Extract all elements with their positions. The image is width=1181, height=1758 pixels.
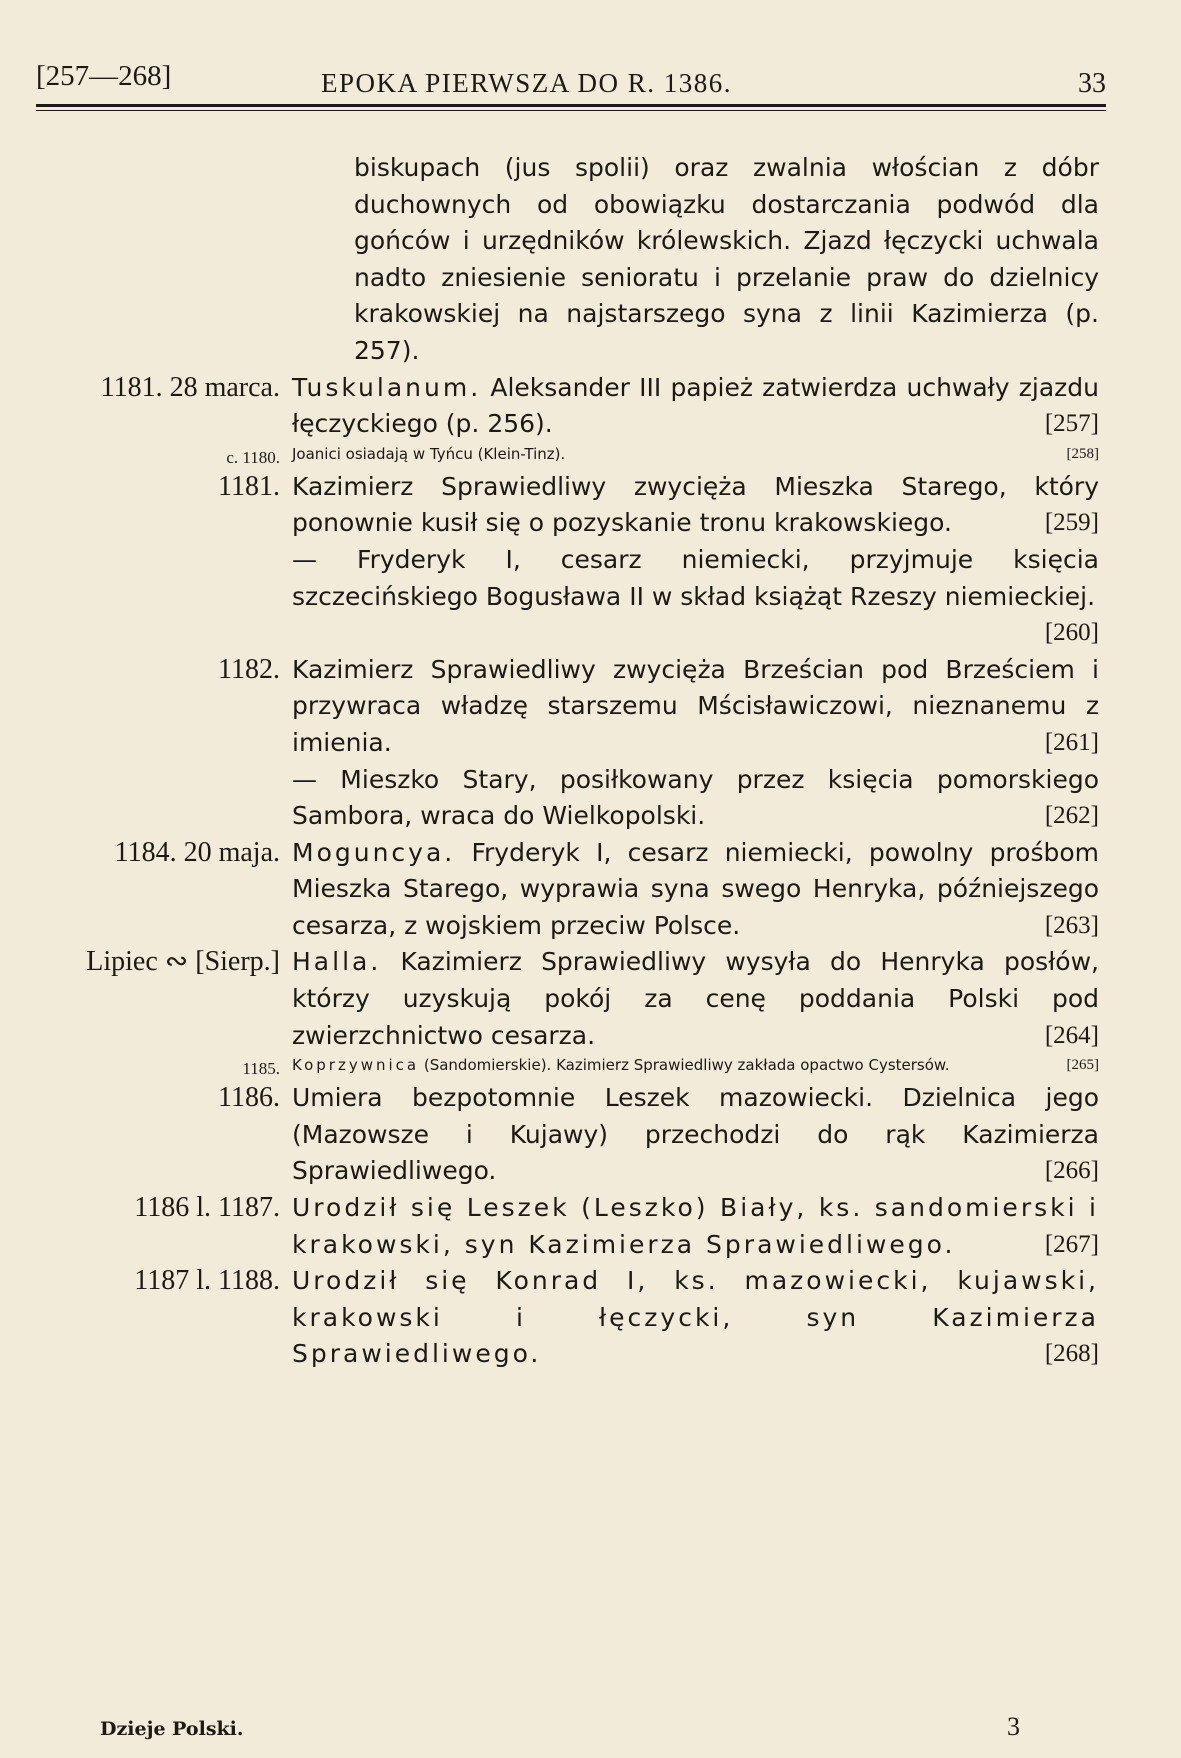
entry-date: 1185. bbox=[242, 1059, 280, 1079]
place-name: Halla. bbox=[292, 947, 382, 977]
entry-264 bbox=[14, 944, 1099, 1054]
entry-number: [260] bbox=[1044, 619, 1099, 647]
entry-261 bbox=[14, 652, 1099, 762]
entry-date: 1181. bbox=[218, 470, 280, 502]
entry-text: — Mieszko Stary, posiłkowany przez księcia pomorskiego Sambora, wraca do Wielkopolski. [262] bbox=[292, 762, 1099, 835]
entry-259 bbox=[14, 469, 1099, 542]
header-rule-thin bbox=[36, 110, 1106, 111]
entry-number: [265] bbox=[1066, 1057, 1099, 1074]
entry-number: [262] bbox=[1044, 802, 1099, 830]
entry-number: [258] bbox=[1066, 445, 1099, 462]
entry-263 bbox=[14, 835, 1099, 945]
place-name: Koprzywnica bbox=[292, 1056, 420, 1075]
entry-date: 1186 l. 1187. bbox=[134, 1192, 280, 1224]
running-header bbox=[36, 60, 1106, 104]
birth-announcement: Urodził się Konrad I, bbox=[292, 1266, 649, 1296]
entry-number: [267] bbox=[1044, 1230, 1099, 1258]
entry-text: — Fryderyk I, cesarz niemiecki, przyjmuje księcia szczecińskiego Bogusława II w skład książąt Rzeszy niemieckiej. [260] bbox=[292, 542, 1099, 652]
place-name: Tuskulanum. bbox=[292, 372, 482, 402]
entry-date bbox=[14, 762, 292, 835]
entry-number: [259] bbox=[1044, 509, 1099, 537]
entry-265 bbox=[14, 1054, 1099, 1080]
entry-262 bbox=[14, 762, 1099, 835]
page-footer bbox=[100, 1712, 1020, 1748]
header-title: EPOKA PIERWSZA DO R. 1386. bbox=[321, 68, 733, 98]
entry-260 bbox=[14, 542, 1099, 652]
header-rule bbox=[36, 104, 1106, 107]
chronology-list bbox=[14, 150, 1099, 1373]
sheet-number: 3 bbox=[1007, 1712, 1020, 1741]
entry-date: 1181. 28 marca. bbox=[100, 371, 280, 403]
entry-text: Urodził się Leszek (Leszko) Biały, ks. sandomierski i krakowski, syn Kazimierza Sprawiedliwego. [267] bbox=[292, 1190, 1099, 1263]
entry-text: Halla. Kazimierz Sprawiedliwy wysyła do Henryka posłów, którzy uzyskują pokój za cenę poddania Polski pod zwierzchnictwo cesarza. [264] bbox=[292, 944, 1099, 1054]
header-range: [257—268] bbox=[36, 60, 172, 92]
page-number: 33 bbox=[1078, 68, 1106, 99]
entry-text: Kazimierz Sprawiedliwy zwycięża Brześcian pod Brześciem i przywraca władzę starszemu Mścisławiczowi, nieznanemu z imienia. [261] bbox=[292, 652, 1099, 762]
entry-257 bbox=[14, 370, 1099, 443]
entry-date: Lipiec ∾ [Sierp.] bbox=[86, 946, 280, 978]
book-signature: Dzieje Polski. bbox=[100, 1718, 244, 1740]
entry-number: [263] bbox=[1044, 911, 1099, 939]
entry-text: Koprzywnica (Sandomierskie). Kazimierz Sprawiedliwy zakłada opactwo Cystersów. [265] bbox=[292, 1056, 1099, 1075]
entry-date: 1182. bbox=[218, 653, 280, 685]
entry-267 bbox=[14, 1190, 1099, 1263]
entry-text: Urodził się Konrad I, ks. mazowiecki, kujawski, krakowski i łęczycki, syn Kazimierza Sprawiedliwego. [268] bbox=[292, 1263, 1099, 1373]
entry-text: biskupach (jus spolii) oraz zwalnia włościan z dóbr duchownych od obowiązku dostarczania podwód dla gońców i urzędników królewskich. Zjazd łęczycki uchwala nadto zniesienie senioratu i przelanie praw do dzielnicy krakowskiej na najstarszego syna z linii Kazimierza (p. 257). bbox=[354, 153, 1099, 365]
entry-date: 1186. bbox=[218, 1082, 280, 1114]
entry-number: [264] bbox=[1044, 1021, 1099, 1049]
entry-continuation bbox=[14, 150, 1099, 370]
entry-date bbox=[14, 542, 292, 652]
entry-number: [261] bbox=[1044, 728, 1099, 756]
entry-text: Joanici osiadają w Tyńcu (Klein-Tinz). [258] bbox=[292, 444, 1099, 463]
entry-266 bbox=[14, 1080, 1099, 1190]
entry-text: Moguncya. Fryderyk I, cesarz niemiecki, powolny prośbom Mieszka Starego, wyprawia syna swego Henryka, późniejszego cesarza, z wojskiem przeciw Polsce. [263] bbox=[292, 835, 1099, 945]
entry-date: 1184. 20 maja. bbox=[114, 836, 280, 868]
entry-number: [268] bbox=[1044, 1340, 1099, 1368]
entry-text: Kazimierz Sprawiedliwy zwycięża Mieszka Starego, który ponownie kusił się o pozyskanie tronu krakowskiego. [259] bbox=[292, 469, 1099, 542]
place-name: Moguncya. bbox=[292, 837, 456, 867]
birth-announcement: Urodził się Leszek bbox=[292, 1193, 570, 1223]
entry-date bbox=[14, 150, 292, 370]
entry-date: 1187 l. 1188. bbox=[134, 1265, 280, 1297]
entry-268 bbox=[14, 1263, 1099, 1373]
entry-number: [266] bbox=[1044, 1157, 1099, 1185]
entry-text: Umiera bezpotomnie Leszek mazowiecki. Dzielnica jego (Mazowsze i Kujawy) przechodzi do rąk Kazimierza Sprawiedliwego. [266] bbox=[292, 1080, 1099, 1190]
entry-date: c. 1180. bbox=[226, 447, 280, 467]
entry-number: [257] bbox=[1044, 410, 1099, 438]
entry-text: Tuskulanum. Aleksander III papież zatwierdza uchwały zjazdu łęczyckiego (p. 256). [257] bbox=[292, 370, 1099, 443]
entry-258 bbox=[14, 443, 1099, 469]
